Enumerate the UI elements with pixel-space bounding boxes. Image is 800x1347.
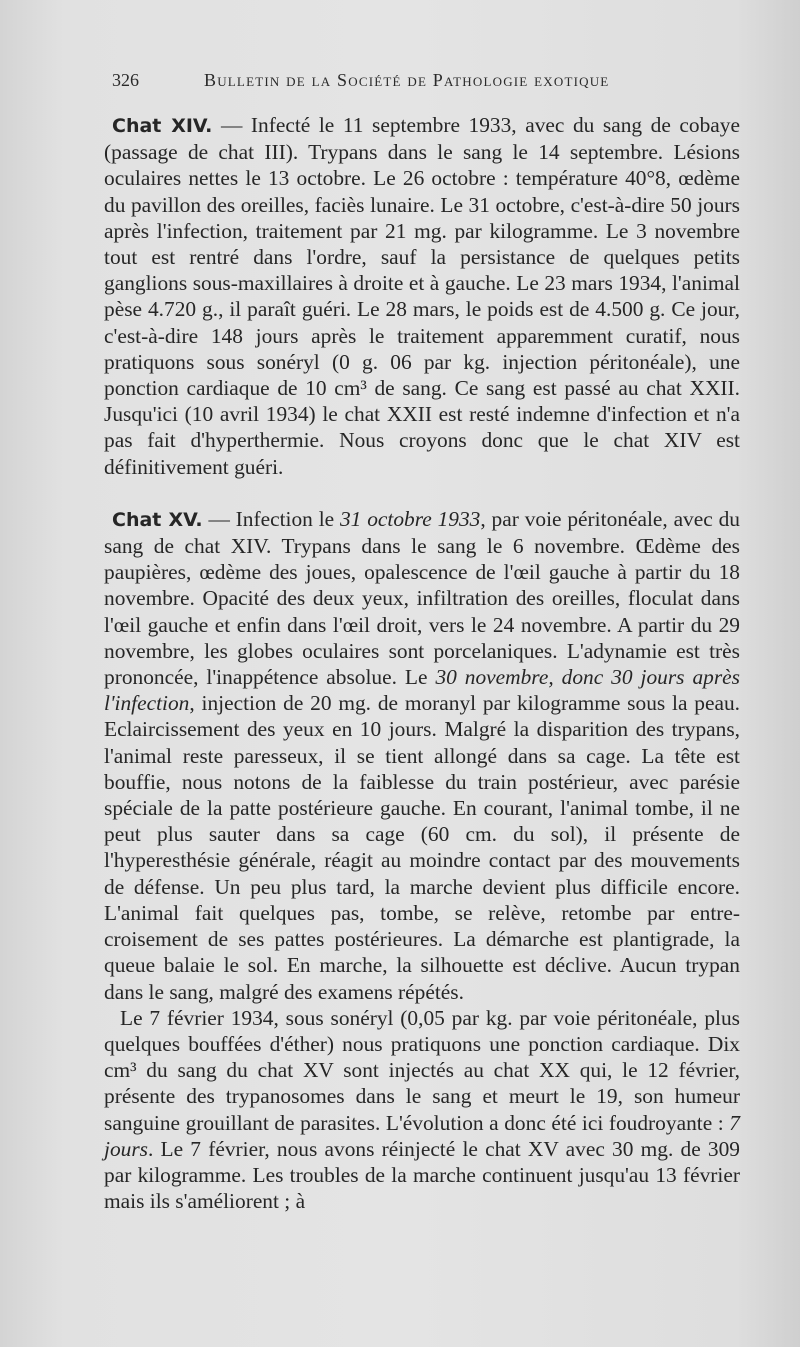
article-body: [104, 112, 740, 1214]
italic-date: 30 novembre, donc 30 jours après l'infection: [104, 665, 740, 716]
paragraph-text: . Le 7 février, nous avons réinjecté le chat XV avec 30 mg. de 309 par kilogramme. Les troubles de la marche continuent jusqu'au 13 février mais ils s'améliorent ; à: [104, 1136, 740, 1214]
paragraph-chat-xiv: [104, 112, 740, 480]
paragraph-text: — Infection le: [202, 506, 340, 531]
italic-date: 31 octobre 1933: [339, 506, 481, 531]
page-number: 326: [112, 70, 139, 90]
paragraph-text: Le 7 février 1934, sous sonéryl (0,05 par kg. par voie péritonéale, plus quelques bouffées d'éther) nous pratiquons une ponction cardiaque. Dix cm³ du sang du chat XV sont injectés au chat XX qui, le 12 février, présente des trypanosomes dans le sang et meurt le 19, son humeur sanguine grouillant de parasites. L'évolution a donc été ici foudroyante :: [104, 1005, 740, 1135]
paragraph-lead: Chat XV.: [112, 508, 203, 531]
paragraph-text: — Infecté le 11 septembre 1933, avec du sang de cobaye (passage de chat III). Trypans dans le sang le 14 septembre. Lésions oculaires nettes le 13 octobre. Le 26 octobre : température 40°8, œdème du pavillon des oreilles, faciès lunaire. Le 31 octobre, c'est-à-dire 50 jours après l'infection, traitement par 21 mg. par kilogramme. Le 3 novembre tout est rentré dans l'ordre, sauf la persistance de quelques petits ganglions sous-maxillaires à droite et à gauche. Le 23 mars 1934, l'animal pèse 4.720 g., il paraît guéri. Le 28 mars, le poids est de 4.500 g. Ce jour, c'est-à-dire 148 jours après le traitement apparemment curatif, nous pratiquons sous sonéryl (0 g. 06 par kg. injection péritonéale), une ponction cardiaque de 10 cm³ de sang. Ce sang est passé au chat XXII. Jusqu'ici (10 avril 1934) le chat XXII est resté indemne d'infection et n'a pas fait d'hyperthermie. Nous croyons donc que le chat XIV est définitivement guéri.: [104, 113, 740, 479]
paragraph-text: , par voie péritonéale, avec du sang de chat XIV. Trypans dans le sang le 6 novembre. Œdème des paupières, œdème des joues, opalescence de l'œil gauche à partir du 18 novembre. Opacité des deux yeux, infiltration des oreilles, floculat dans l'œil gauche et enfin dans l'œil droit, vers le 24 novembre. A partir du 29 novembre, les globes oculaires sont porcelaniques. L'adynamie est très prononcée, l'inappétence absolue. Le: [104, 506, 740, 690]
paragraph-text: , injection de 20 mg. de moranyl par kilogramme sous la peau. Eclaircissement des yeux en 10 jours. Malgré la disparition des trypans, l'animal reste paresseux, il se tient allongé dans sa cage. La tête est bouffie, nous notons de la faiblesse du train postérieur, avec parésie spéciale de la patte postérieure gauche. En courant, l'animal tombe, il ne peut plus sauter dans sa cage (60 cm. du sol), il présente de l'hyperesthésie générale, réagit au moindre contact par des mouvements de défense. Un peu plus tard, la marche devient plus difficile encore. L'animal fait quelques pas, tombe, se relève, retombe par entre-croisement de ses pattes postérieures. La démarche est plantigrade, la queue balaie le sol. En marche, la silhouette est déclive. Aucun trypan dans le sang, malgré des examens répétés.: [104, 691, 740, 1004]
running-header: [112, 70, 690, 100]
journal-title: Bulletin de la Société de Pathologie exotique: [204, 70, 610, 90]
italic-duration: 7 jours: [104, 1110, 740, 1161]
paragraph-chat-xv: [104, 506, 740, 1005]
paragraph-chat-xv-continued: [104, 1005, 740, 1215]
paragraph-lead: Chat XIV.: [112, 115, 213, 137]
